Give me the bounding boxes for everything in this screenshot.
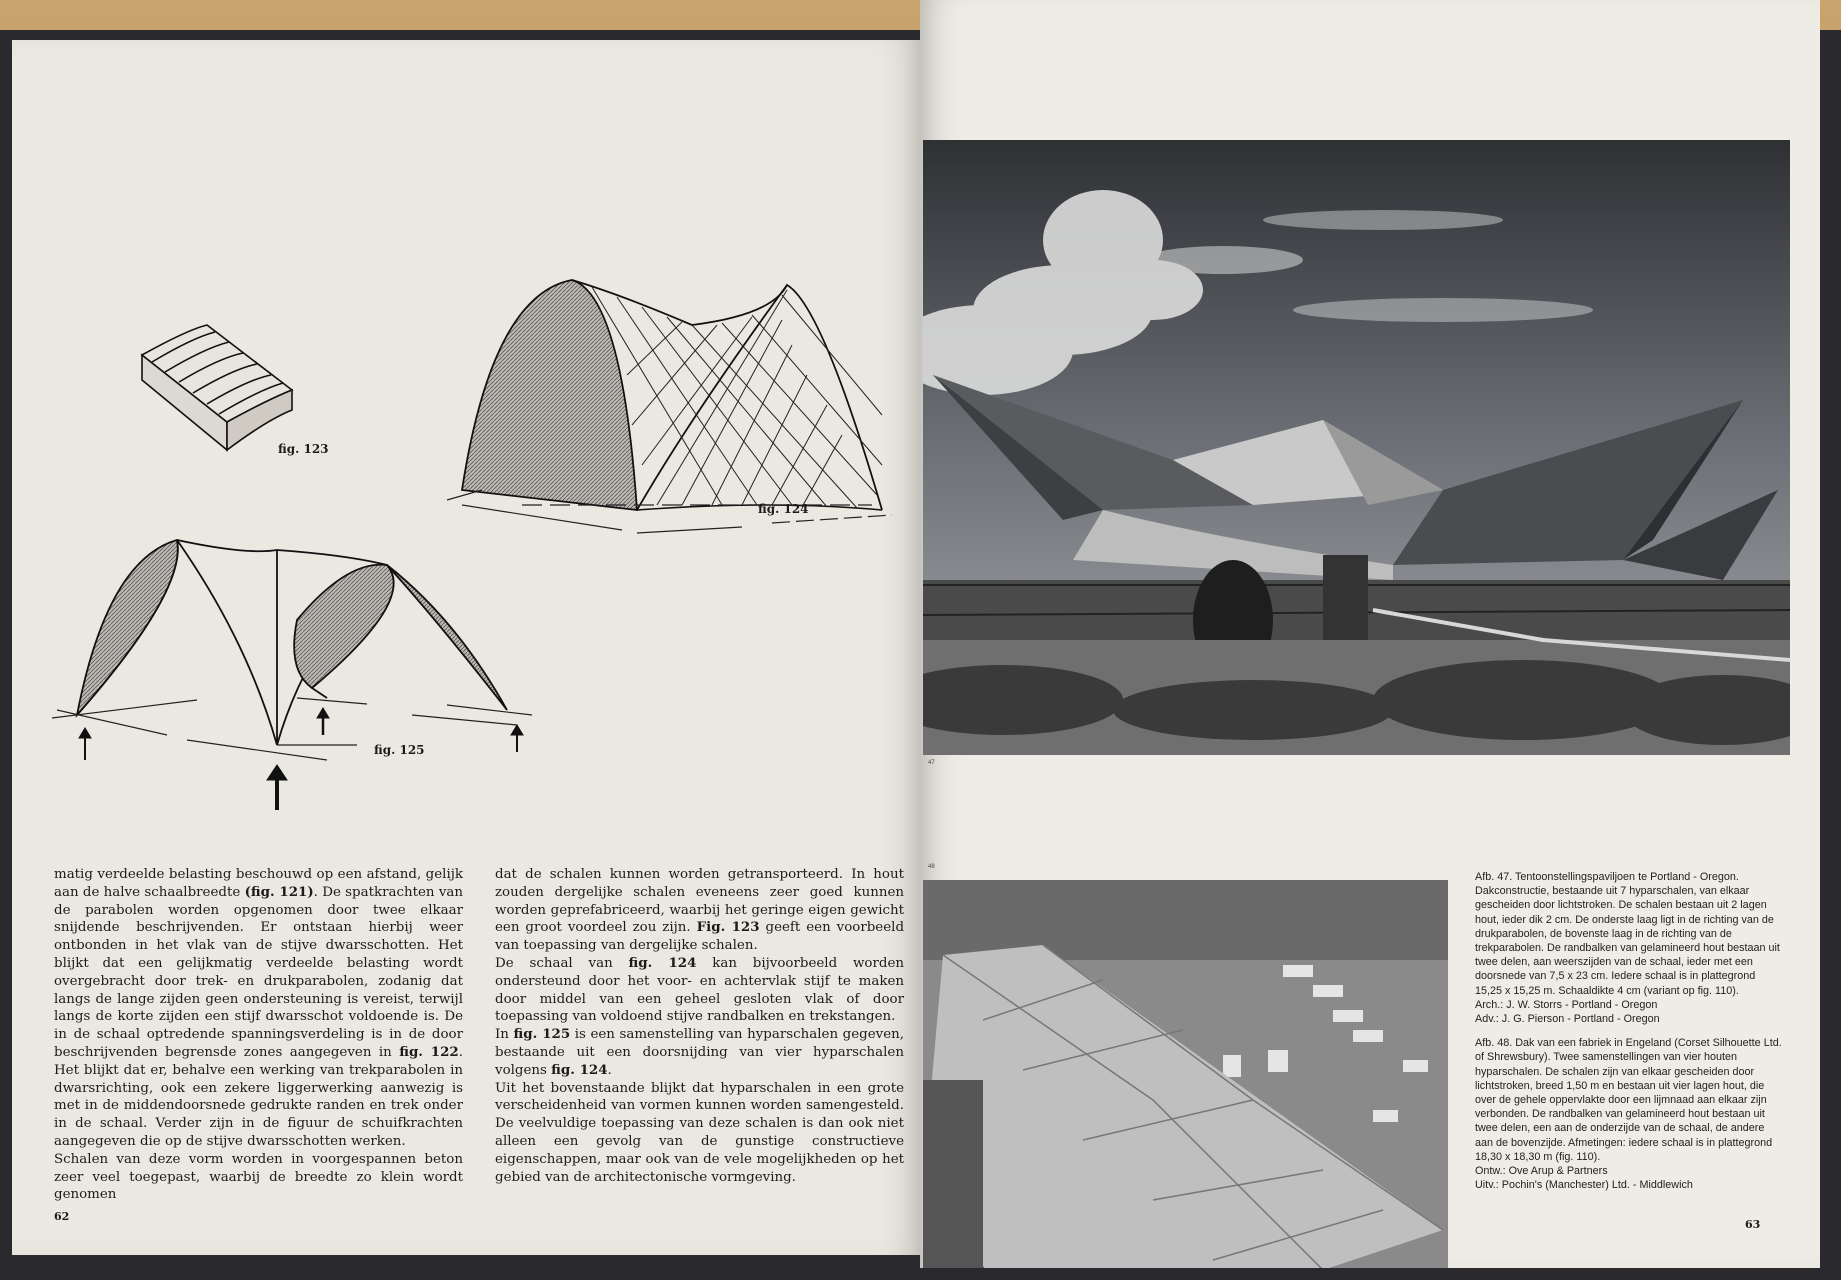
text-column-1 xyxy=(54,866,463,1204)
caption-48 xyxy=(1475,1036,1785,1192)
left-page xyxy=(12,40,922,1255)
photo-48-factory xyxy=(923,880,1448,1268)
caption-47 xyxy=(1475,870,1785,1026)
fig-125-label: fig. 125 xyxy=(374,743,425,757)
col1-ref-a: (fig. 121) xyxy=(244,883,314,900)
caption-48-text: Afb. 48. Dak van een fabriek in Engeland (Corset Silhouette Ltd. of Shrewsbury). Twee samenstellingen van vier houten hyparschalen. De schalen zijn van elkaar gescheiden door lichtstroken, breed 1,50 m en bestaan uit vier lagen hout, die over de gehele oppervlakte door een lijmnaad aan elkaar zijn verbonden. De randbalken van gelamineerd hout bestaan uit twee delen, een aan de onderzijde van de schaal, de andere aan de bovenzijde. Afmetingen: iedere schaal is in plattegrond 18,30 x 18,30 m (fig. 110). xyxy=(1475,1037,1782,1163)
fig-123-drawing xyxy=(127,320,337,460)
caption-47-text: Afb. 47. Tentoonstellingspaviljoen te Portland - Oregon. Dakconstructie, bestaande uit 7 hyparschalen, van elkaar gescheiden door lichtstroken. De schalen bestaan uit 2 lagen hout, ieder dik 2 cm. De onderste laag ligt in de richting van de drukparabolen, de bovenste laag in de richting van de trekparabolen. De randbalken van gelamineerd hout bestaan uit twee delen, aan weerszijden van de schaal, ieder met een doorsnede van 7,5 x 23 cm. Iedere schaal is in plattegrond 15,25 x 15,25 m. Schaaldikte 4 cm (variant op fig. 110). xyxy=(1475,871,1780,997)
col1-text-a: matig verdeelde belasting beschouwd op een afstand, gelijk aan de halve schaalbreedte xyxy=(54,867,463,900)
col2-text-d: kan bijvoorbeeld worden ondersteund door het voor- en achtervlak stijf te maken door middel van een geheel gesloten vlak of door toepassing van voldoend stijve randbalken en trekstangen. xyxy=(495,955,904,1025)
col2-ref-d: fig. 124 xyxy=(551,1061,608,1078)
col1-text-b: . De spatkrachten van de parabolen worden opgenomen door twee elkaar snijdende beschrijvenden. Er ontstaan hierbij weer ontbonden in het vlak van de stijve dwarsschotten. Het blijkt dat een gelijkmatig verdeelde belasting wordt overgebracht door trek- en drukparabolen, zodanig dat langs de lange zijden geen ondersteuning is vereist, terwijl langs de korte zijden een stijf dwarsschot voldoende is. De in de schaal optredende spanningsverdeling is in de door beschrijvenden begrensde zones aangegeven in xyxy=(54,884,463,1060)
caption-48-designer: Ontw.: Ove Arup & Partners xyxy=(1475,1165,1608,1178)
col1-text-d: Schalen van deze vorm worden in voorgespannen beton zeer veel toegepast, waarbij de breedte zo klein wordt genomen xyxy=(54,1151,463,1203)
col1-ref-b: fig. 122 xyxy=(399,1043,459,1060)
caption-47-advisor: Adv.: J. G. Pierson - Portland - Oregon xyxy=(1475,1013,1660,1026)
body-text xyxy=(54,866,904,1204)
page-number-right: 63 xyxy=(1745,1218,1761,1231)
text-column-2 xyxy=(495,866,904,1204)
col2-text-h: Uit het bovenstaande blijkt dat hyparschalen in een grote verscheidenheid van vormen kunnen worden samengesteld. De veelvuldige toepassing van deze schalen is dan ook niet alleen een gevolg van de gunstige constructieve eigenschappen, maar ook van de vele mogelijkheden op het gebied van de architectonische vormgeving. xyxy=(495,1080,904,1185)
photo-47-number: 47 xyxy=(928,760,935,766)
col2-ref-c: fig. 125 xyxy=(513,1026,571,1043)
caption-48-contractor: Uitv.: Pochin's (Manchester) Ltd. - Middlewich xyxy=(1475,1179,1693,1192)
fig-124-label: fig. 124 xyxy=(758,502,809,516)
photo-47-pavilion xyxy=(923,140,1790,755)
captions xyxy=(1475,870,1785,1202)
col2-ref-b: fig. 124 xyxy=(628,954,697,971)
col2-text-f: is een samenstelling van hyparschalen gegeven, bestaande uit een doorsnijding van vier hyparschalen volgens xyxy=(495,1027,905,1078)
col2-text-b: geeft een voorbeeld van toepassing van dergelijke schalen. xyxy=(495,920,905,954)
col2-text-a: dat de schalen kunnen worden getransporteerd. In hout zouden dergelijke schalen eveneens zeer goed kunnen worden geprefabriceerd, waarbij het geringe eigen gewicht een groot voordeel zou zijn. xyxy=(495,867,904,936)
right-page xyxy=(920,0,1820,1268)
photo-48-number: 48 xyxy=(928,864,935,870)
fig-124-drawing xyxy=(442,265,902,555)
page-number-left: 62 xyxy=(54,1210,70,1223)
fig-123-label: fig. 123 xyxy=(278,442,329,456)
caption-47-architect: Arch.: J. W. Storrs - Portland - Oregon xyxy=(1475,998,1658,1011)
col2-text-c: De schaal van xyxy=(495,955,629,971)
col1-text-c: . Het blijkt dat er, behalve een werking van trekparabolen in dwarsrichting, ook een zekere liggerwerking aanwezig is met in de middendoorsnede gedrukte randen en trek onder in de schaal. Verder zijn in de figuur de schuifkrachten aangegeven die op de stijve dwarsschotten werken. xyxy=(54,1044,464,1149)
col2-text-e: In xyxy=(495,1027,514,1043)
col2-ref-a: Fig. 123 xyxy=(696,919,760,936)
fig-125-drawing xyxy=(47,520,567,810)
col2-text-g: . xyxy=(607,1062,612,1078)
